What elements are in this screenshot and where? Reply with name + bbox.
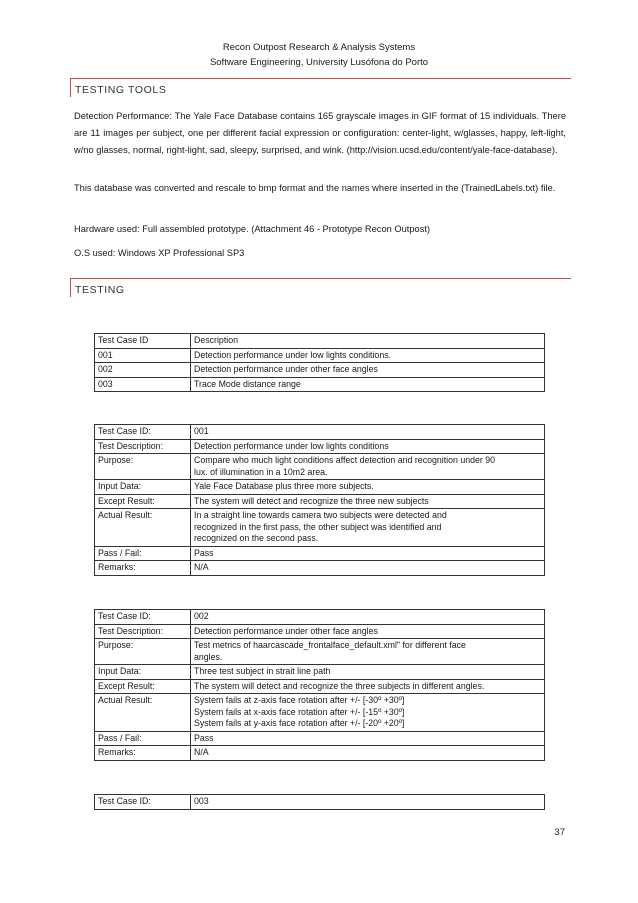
value-cell: Pass [191,731,545,746]
table-cell: Trace Mode distance range [191,377,545,392]
table-cell: Detection performance under other face angles [191,363,545,378]
table-header-row [95,334,545,349]
page-header [0,40,638,70]
value-cell [191,454,545,480]
label-cell: Pass / Fail: [95,731,191,746]
label-cell: Test Case ID: [95,425,191,440]
value-cell [191,509,545,547]
table-row [95,480,545,495]
table-row [95,624,545,639]
label-cell: Test Case ID: [95,610,191,625]
table-row [95,610,545,625]
label-cell: Test Case ID: [95,795,191,810]
table-row [95,731,545,746]
table-cell: 002 [95,363,191,378]
table-row [95,439,545,454]
test-case-001-table [94,424,545,576]
paragraph-hardware: Hardware used: Full assembled prototype. (Attachment 46 - Prototype Recon Outpost) [74,224,431,234]
value-cell: Pass [191,546,545,561]
label-cell: Input Data: [95,665,191,680]
value-cell: 001 [191,425,545,440]
paragraph-os: O.S used: Windows XP Professional SP3 [74,248,245,258]
table-row [95,665,545,680]
table-row [95,348,545,363]
actual-line: recognized in the first pass, the other subject was identified and [194,521,442,532]
label-cell: Actual Result: [95,509,191,547]
label-cell: Purpose: [95,639,191,665]
purpose-line: angles. [194,651,223,662]
value-cell [191,639,545,665]
label-cell: Actual Result: [95,694,191,732]
actual-line: System fails at y-axis face rotation after +/- [-20º +20º] [194,718,405,728]
table-row [95,546,545,561]
table-row [95,377,545,392]
header-cell-description: Description [191,334,545,349]
purpose-line: Test metrics of haarcascade_frontalface_default.xml" for different face [194,640,466,650]
header-cell-id: Test Case ID [95,334,191,349]
value-cell: Detection performance under other face angles [191,624,545,639]
table-row [95,639,545,665]
table-row [95,746,545,761]
label-cell: Remarks: [95,746,191,761]
label-cell: Test Description: [95,624,191,639]
actual-line: In a straight line towards camera two subjects were detected and [194,510,447,520]
table-row [95,425,545,440]
table-cell: Detection performance under low lights conditions. [191,348,545,363]
paragraph-detection-performance: Detection Performance: The Yale Face Database contains 165 grayscale images in GIF format of 15 individuals. There are 11 images per subject, one per different facial expression or configuration: center-light, w/glasses, happy, left-light, w/no glasses, normal, right-light, sad, sleepy, surprised, and wink. (http://vision.ucsd.edu/content/yale-face-database). [74,111,566,155]
value-cell: Yale Face Database plus three more subjects. [191,480,545,495]
table-row [95,795,545,810]
label-cell: Test Description: [95,439,191,454]
table-row [95,494,545,509]
value-cell: Detection performance under low lights conditions [191,439,545,454]
label-cell: Input Data: [95,480,191,495]
value-cell: Three test subject in strait line path [191,665,545,680]
actual-line: System fails at x-axis face rotation after +/- [-15º +30º] [194,706,405,717]
test-summary-table [94,333,545,392]
actual-line: System fails at z-axis face rotation after +/- [-30º +30º] [194,695,405,705]
value-cell: N/A [191,561,545,576]
value-cell: 002 [191,610,545,625]
table-cell: 001 [95,348,191,363]
header-line-2: Software Engineering, University Lusófona do Porto [209,57,429,68]
value-cell: N/A [191,746,545,761]
label-cell: Except Result: [95,679,191,694]
value-cell: The system will detect and recognize the three new subjects [191,494,545,509]
table-row [95,509,545,547]
value-cell [191,694,545,732]
table-row [95,679,545,694]
table-row [95,363,545,378]
header-line-1: Recon Outpost Research & Analysis Systems [222,42,416,53]
actual-line: recognized on the second pass. [194,533,319,543]
section-title-testing: TESTING [70,278,571,297]
table-row [95,454,545,480]
label-cell: Pass / Fail: [95,546,191,561]
section-title-testing-tools: TESTING TOOLS [70,78,571,97]
table-cell: 003 [95,377,191,392]
page-number: 37 [554,827,565,838]
purpose-line: lux. of illumination in a 10m2 area. [194,466,328,477]
purpose-line: Compare who much light conditions affect detection and recognition under 90 [194,455,496,465]
test-case-002-table [94,609,545,761]
label-cell: Except Result: [95,494,191,509]
paragraph-database-conversion: This database was converted and rescale to bmp format and the names where inserted in the (TrainedLabels.txt) file. [74,183,556,193]
table-row [95,561,545,576]
label-cell: Purpose: [95,454,191,480]
value-cell: 003 [191,795,545,810]
label-cell: Remarks: [95,561,191,576]
test-case-003-table [94,794,545,810]
value-cell: The system will detect and recognize the three subjects in different angles. [191,679,545,694]
table-row [95,694,545,732]
